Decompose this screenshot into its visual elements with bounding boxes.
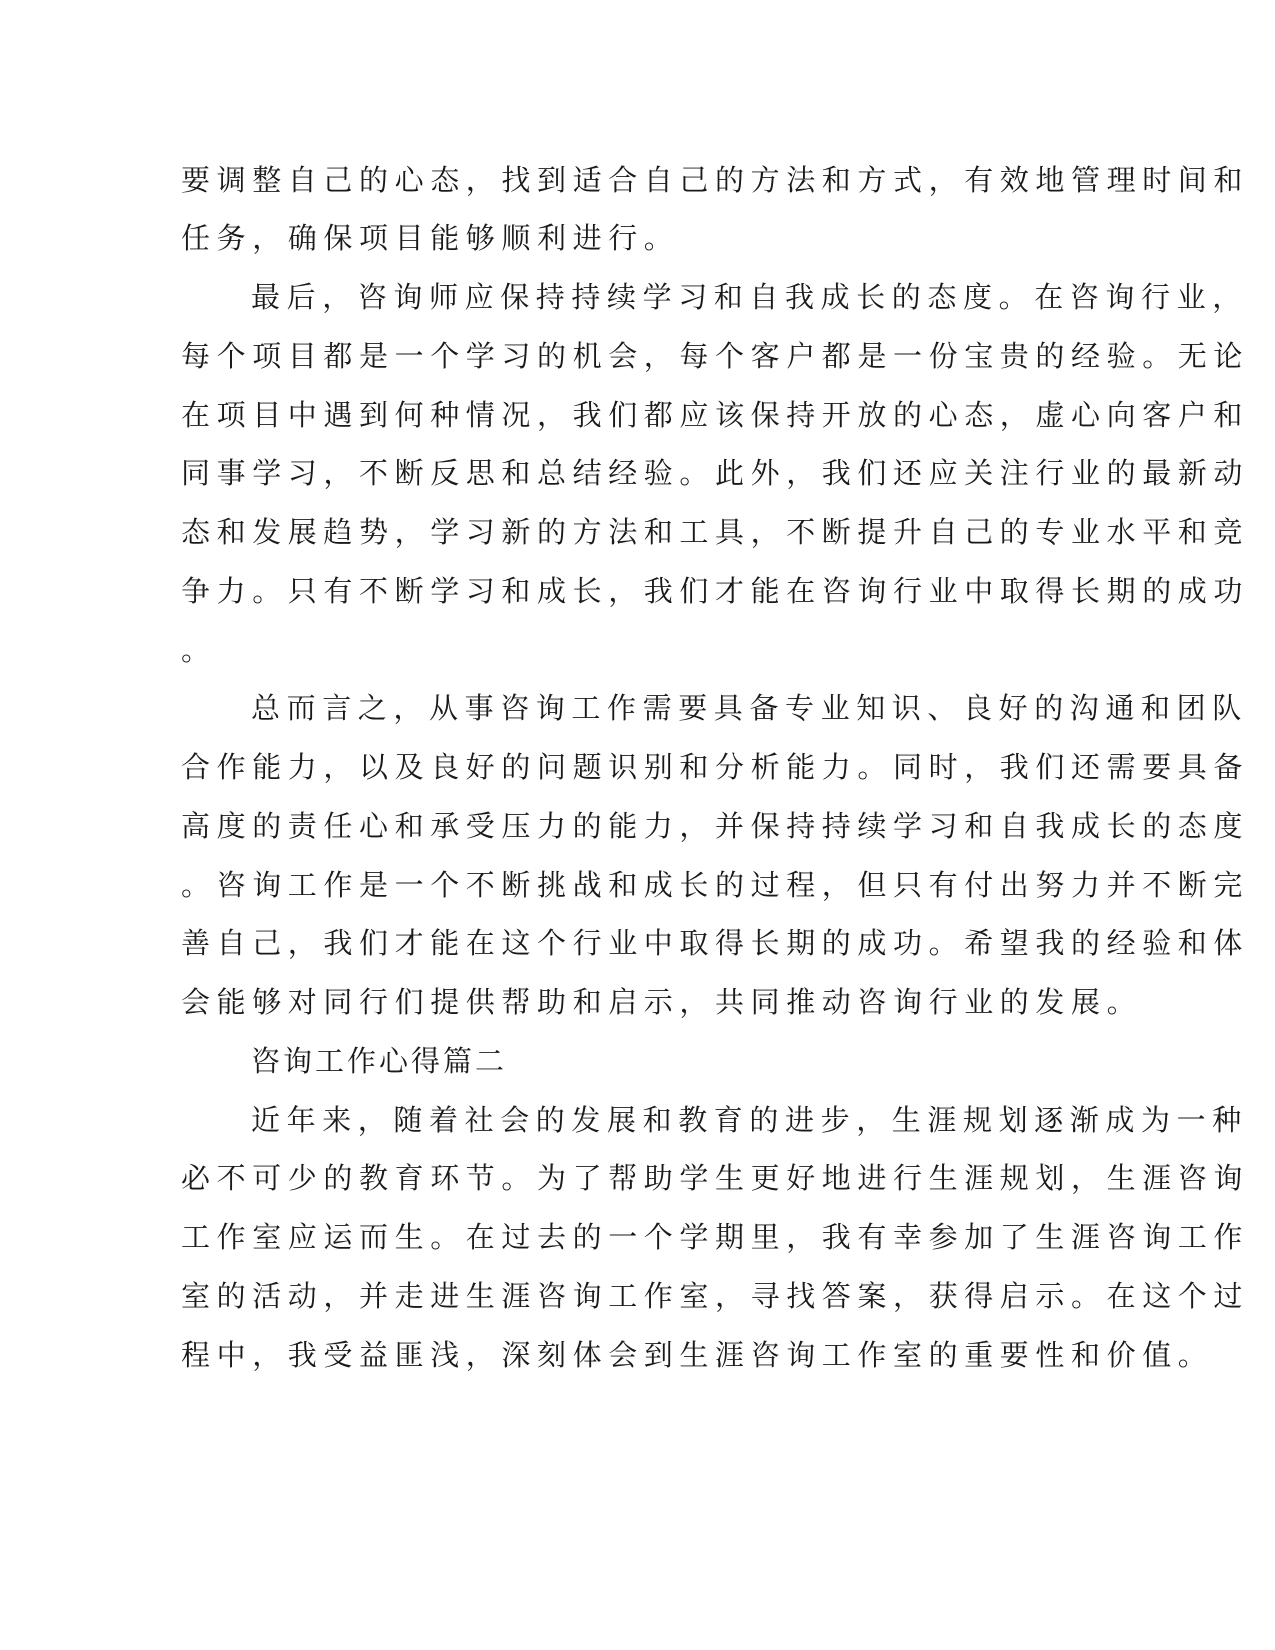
text-line: 工作室应运而生。在过去的一个学期里，我有幸参加了生涯咨询工作 bbox=[181, 1220, 1250, 1254]
text-line: 程中，我受益匪浅，深刻体会到生涯咨询工作室的重要性和价值。 bbox=[181, 1338, 1214, 1372]
text-line: 每个项目都是一个学习的机会，每个客户都是一份宝贵的经验。无论 bbox=[181, 339, 1250, 373]
text-line: 争力。只有不断学习和成长，我们才能在咨询行业中取得长期的成功 bbox=[181, 574, 1250, 608]
text-line: 在项目中遇到何种情况，我们都应该保持开放的心态，虚心向客户和 bbox=[181, 398, 1250, 432]
text-line: 善自己，我们才能在这个行业中取得长期的成功。希望我的经验和体 bbox=[181, 926, 1250, 960]
text-line: 要调整自己的心态，找到适合自己的方法和方式，有效地管理时间和 bbox=[181, 163, 1250, 197]
text-line: 高度的责任心和承受压力的能力，并保持持续学习和自我成长的态度 bbox=[181, 809, 1250, 843]
text-line: 最后，咨询师应保持持续学习和自我成长的态度。在咨询行业， bbox=[251, 280, 1248, 314]
section-heading: 咨询工作心得篇二 bbox=[251, 1044, 508, 1078]
text-line: 室的活动，并走进生涯咨询工作室，寻找答案，获得启示。在这个过 bbox=[181, 1279, 1250, 1313]
text-line: 会能够对同行们提供帮助和启示，共同推动咨询行业的发展。 bbox=[181, 985, 1143, 1019]
text-line: 近年来，随着社会的发展和教育的进步，生涯规划逐渐成为一种 bbox=[251, 1103, 1248, 1137]
text-line: 总而言之，从事咨询工作需要具备专业知识、良好的沟通和团队 bbox=[251, 691, 1248, 725]
text-line: 合作能力，以及良好的问题识别和分析能力。同时，我们还需要具备 bbox=[181, 750, 1250, 784]
text-line: 同事学习，不断反思和总结经验。此外，我们还应关注行业的最新动 bbox=[181, 456, 1250, 490]
text-line: 。咨询工作是一个不断挑战和成长的过程，但只有付出努力并不断完 bbox=[181, 868, 1250, 902]
text-line: 必不可少的教育环节。为了帮助学生更好地进行生涯规划，生涯咨询 bbox=[181, 1161, 1250, 1195]
text-line: 态和发展趋势，学习新的方法和工具，不断提升自己的专业水平和竞 bbox=[181, 515, 1250, 549]
text-line: 。 bbox=[181, 633, 217, 667]
text-line: 任务，确保项目能够顺利进行。 bbox=[181, 221, 680, 255]
